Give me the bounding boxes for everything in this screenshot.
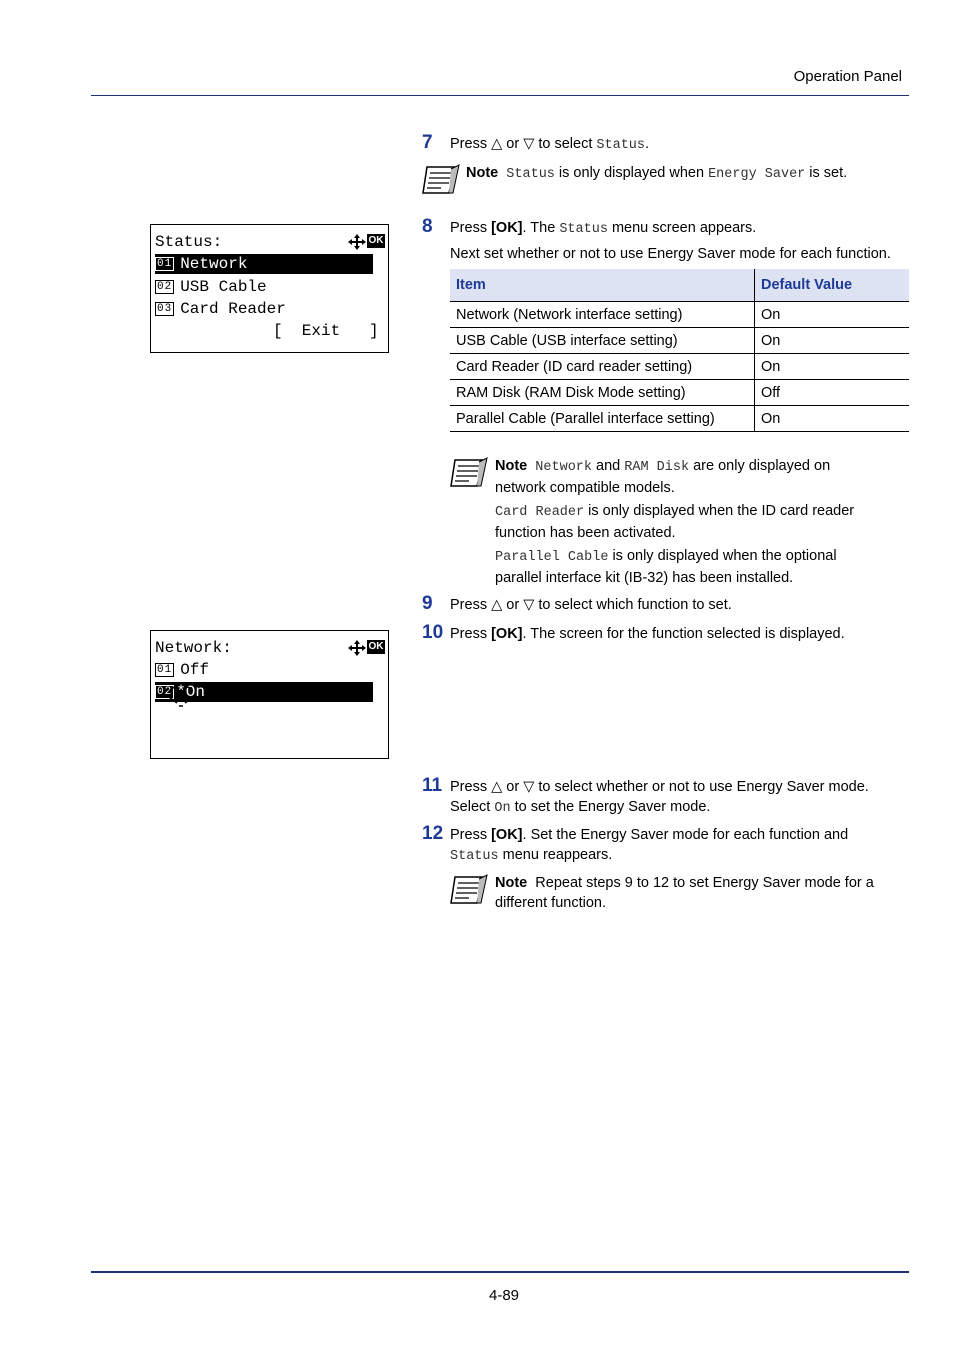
note-1-text: Note Status is only displayed when Energy Saver is set.: [466, 165, 848, 182]
table-cell: On: [755, 354, 910, 380]
table-row: [450, 406, 909, 432]
note-icon: [421, 163, 461, 197]
note-2-card-reader: Card Reader is only displayed when the ID card reader function has been activated.: [495, 503, 855, 541]
note-2-text: Note Network and RAM Disk are only displayed on network compatible models.: [495, 458, 831, 496]
table-row: [450, 328, 909, 354]
lcd-item-network[interactable]: [155, 254, 373, 274]
arrows-cross-icon: [348, 640, 366, 656]
step-8-detail: Next set whether or not to use Energy Saver mode for each function.: [450, 246, 891, 262]
blink-cursor-icon: [165, 681, 197, 707]
table-cell: Card Reader (ID card reader setting): [450, 354, 755, 380]
item-label: Card Reader: [180, 300, 286, 318]
step-number-11: 11: [422, 775, 443, 796]
table-row: [450, 302, 909, 328]
step-7-text: Press △ or ▽ to select Status.: [450, 136, 650, 153]
step-8-text: Press [OK]. The Status menu screen appears.: [450, 220, 757, 237]
table-cell: Off: [755, 380, 910, 406]
item-number: 01: [157, 664, 173, 676]
table-cell: Parallel Cable (Parallel interface setting): [450, 406, 755, 432]
item-label: *On: [176, 683, 206, 701]
lcd-exit-softkey[interactable]: [ Exit ]: [273, 322, 379, 340]
step-number-10: 10: [422, 622, 444, 643]
table-cell: USB Cable (USB interface setting): [450, 328, 755, 354]
ok-key-icon: OK: [368, 641, 384, 652]
energy-saver-default-table: [450, 269, 909, 432]
ok-key-icon: OK: [368, 235, 384, 246]
note-icon: [449, 873, 489, 907]
footer-rule: [91, 1271, 909, 1273]
step-11-text: Press △ or ▽ to select whether or not to use Energy Saver mode. Select On to set the Energy Saver mode.: [450, 779, 869, 816]
step-number-12: 12: [422, 823, 444, 844]
lcd-item-card-reader[interactable]: [155, 299, 286, 319]
table-row: [450, 380, 909, 406]
step-9-text: Press △ or ▽ to select which function to set.: [450, 597, 732, 613]
note-3-text: Note Repeat steps 9 to 12 to set Energy Saver mode for a different function.: [495, 875, 874, 911]
column-header-default-value: Default Value: [755, 269, 910, 302]
header-section-title: Operation Panel: [793, 68, 902, 85]
item-number: 01: [157, 258, 173, 270]
item-number: 03: [157, 303, 173, 315]
network-menu-screen: [150, 630, 389, 759]
note-2-parallel-cable: Parallel Cable is only displayed when the optional parallel interface kit (IB-32) has been installed.: [495, 548, 837, 586]
step-number-9: 9: [422, 593, 433, 614]
table-cell: On: [755, 302, 910, 328]
step-12-text: Press [OK]. Set the Energy Saver mode for each function and Status menu reappears.: [450, 827, 849, 864]
step-10-text: Press [OK]. The screen for the function selected is displayed.: [450, 626, 845, 642]
step-number-8: 8: [422, 216, 433, 237]
item-number: 02: [157, 686, 173, 698]
status-menu-screen: [150, 224, 389, 353]
item-label: Network: [180, 255, 248, 273]
lcd-title: Network:: [155, 639, 232, 657]
lcd-item-off[interactable]: [155, 660, 209, 680]
header-rule: [91, 95, 909, 96]
table-row: [450, 354, 909, 380]
table-cell: RAM Disk (RAM Disk Mode setting): [450, 380, 755, 406]
table-cell: On: [755, 406, 910, 432]
item-label: Off: [180, 661, 210, 679]
step-number-7: 7: [422, 132, 433, 153]
lcd-title: Status:: [155, 233, 223, 251]
page-number: 4-89: [488, 1287, 520, 1304]
note-icon: [449, 456, 489, 490]
lcd-item-usb-cable[interactable]: [155, 277, 267, 297]
column-header-item: Item: [450, 269, 755, 302]
table-cell: On: [755, 328, 910, 354]
table-cell: Network (Network interface setting): [450, 302, 755, 328]
item-number: 02: [157, 281, 173, 293]
table-header-row: [450, 269, 909, 302]
item-label: USB Cable: [180, 278, 267, 296]
arrows-cross-icon: [348, 234, 366, 250]
